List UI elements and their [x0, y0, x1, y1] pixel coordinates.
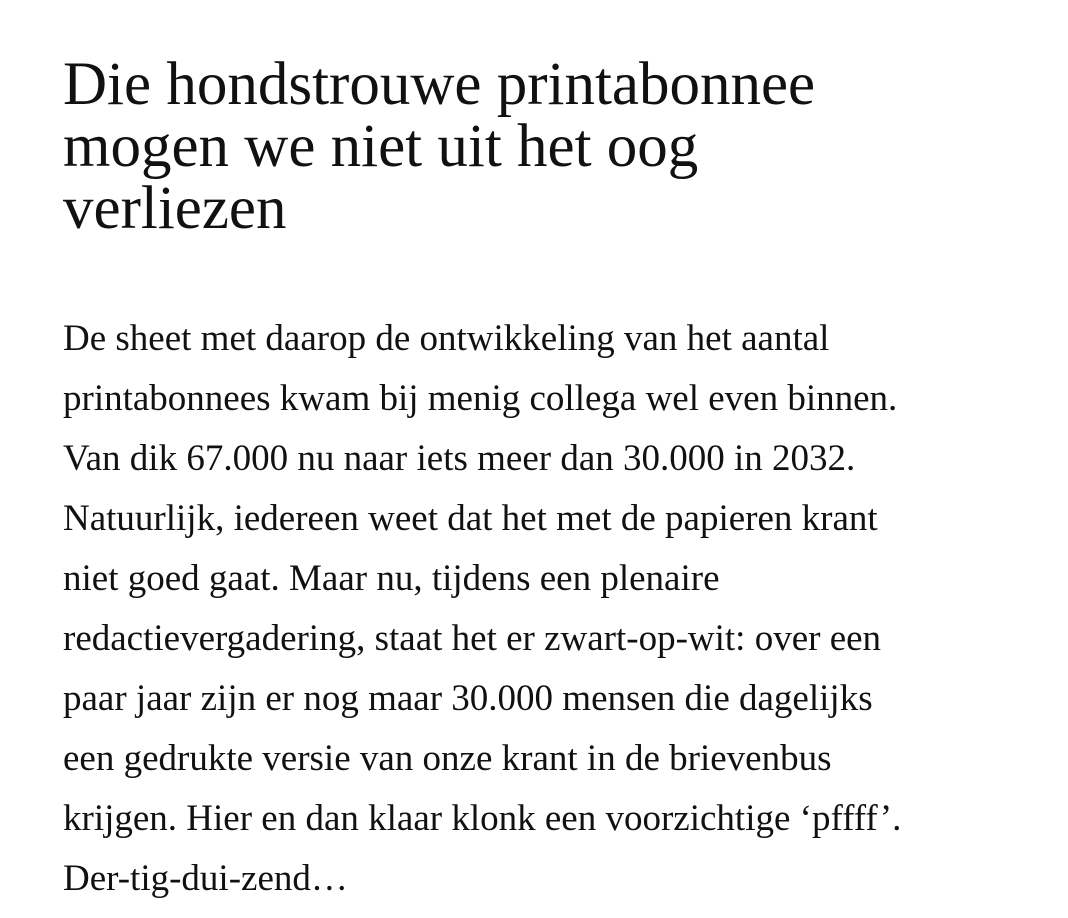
article-body-paragraph	[63, 309, 1038, 909]
article	[63, 51, 1038, 899]
body-line: Der-tig-dui-zend…	[63, 858, 348, 899]
article-headline	[63, 51, 1038, 242]
body-line: krijgen. Hier en dan klaar klonk een voorzichtige ‘pffff’.	[63, 798, 902, 839]
body-line: printabonnees kwam bij menig collega wel even binnen.	[63, 378, 898, 419]
headline-line: verliezen	[63, 175, 287, 242]
body-line: Natuurlijk, iedereen weet dat het met de papieren krant	[63, 498, 878, 539]
body-line: een gedrukte versie van onze krant in de brievenbus	[63, 738, 832, 779]
body-line: redactievergadering, staat het er zwart-op-wit: over een	[63, 618, 882, 659]
headline-line: mogen we niet uit het oog	[63, 113, 699, 180]
body-line: De sheet met daarop de ontwikkeling van het aantal	[63, 318, 830, 359]
body-line: paar jaar zijn er nog maar 30.000 mensen die dagelijks	[63, 678, 873, 719]
body-line: Van dik 67.000 nu naar iets meer dan 30.000 in 2032.	[63, 438, 856, 479]
body-line: niet goed gaat. Maar nu, tijdens een plenaire	[63, 558, 720, 599]
headline-line: Die hondstrouwe printabonnee	[63, 51, 816, 118]
